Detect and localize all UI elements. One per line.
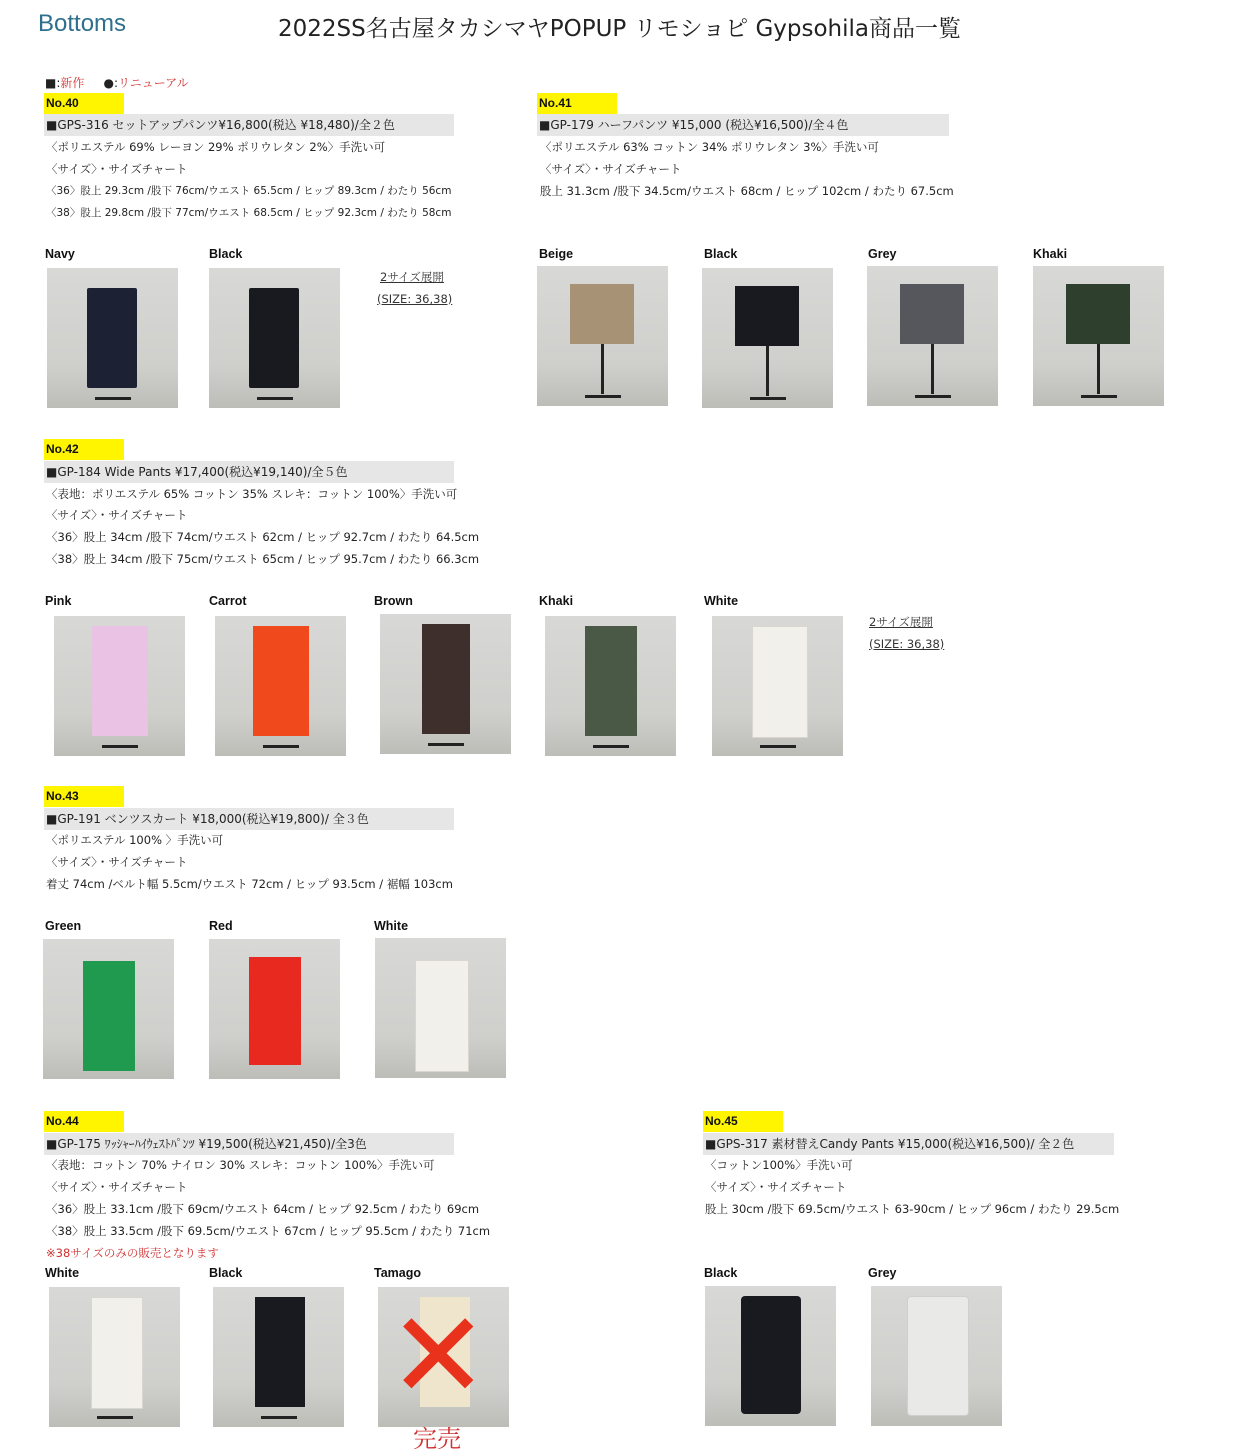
color-label: Black [209, 247, 243, 261]
renew-label: リニューアル [118, 76, 189, 90]
spec-line: 股上 31.3cm /股下 34.5cm/ウエスト 68cm / ヒップ 102cm / わたり 67.5cm [540, 184, 954, 198]
spec-line: 〈36〉股上 33.1cm /股下 69cm/ウエスト 64cm / ヒップ 92.5cm / わたり 69cm [46, 1202, 480, 1216]
stand-pole [601, 344, 604, 394]
color-label: Grey [868, 1266, 897, 1280]
spec-line: 〈コットン100%〉手洗い可 [705, 1158, 853, 1172]
product-photo[interactable] [712, 616, 843, 756]
spec-line: 〈サイズ〉・サイズチャート [46, 162, 188, 176]
color-label: Beige [539, 247, 574, 261]
pants-brown [422, 624, 470, 734]
spec-line: 〈38〉股上 29.8cm /股下 77cm/ウエスト 68.5cm / ヒップ 92.3cm / わたり 58cm [46, 207, 452, 219]
product-photo[interactable] [209, 268, 340, 408]
product-heading: ■GPS-317 素材替えCandy Pants ¥15,000(税込¥16,500)/ 全２色 [703, 1133, 1114, 1155]
product-photo[interactable] [215, 616, 346, 756]
pants-black [255, 1297, 305, 1407]
spec-line: 〈サイズ〉・サイズチャート [46, 855, 188, 869]
product-number: No.40 [44, 93, 124, 114]
product-photo[interactable] [545, 616, 676, 756]
stand-base [261, 1416, 297, 1419]
stand-base [915, 395, 951, 398]
size-note: (SIZE: 36,38) [377, 292, 453, 306]
product-heading: ■GP-179 ハーフパンツ ¥15,000 (税込¥16,500)/全４色 [537, 114, 949, 136]
pants-white [752, 626, 808, 738]
color-label: Black [209, 1266, 243, 1280]
product-heading: ■GP-184 Wide Pants ¥17,400(税込¥19,140)/全５色 [44, 461, 454, 483]
product-photo[interactable] [43, 939, 174, 1079]
jogger-black [741, 1296, 801, 1414]
spec-line: 〈36〉股上 34cm /股下 74cm/ウエスト 62cm / ヒップ 92.7cm / わたり 64.5cm [46, 530, 480, 544]
product-photo[interactable] [867, 266, 998, 406]
stand-base [1081, 395, 1117, 398]
color-label: Khaki [539, 594, 574, 608]
stand-base [263, 745, 299, 748]
product-photo[interactable] [209, 939, 340, 1079]
product-photo[interactable] [54, 616, 185, 756]
spec-line: 〈ポリエステル 100% 〉手洗い可 [46, 833, 224, 847]
stand-base [428, 743, 464, 746]
spec-line: 〈サイズ〉・サイズチャート [540, 162, 682, 176]
spec-line: 〈38〉股上 34cm /股下 75cm/ウエスト 65cm / ヒップ 95.7cm / わたり 66.3cm [46, 552, 480, 566]
shorts-black [735, 286, 799, 346]
shorts-beige [570, 284, 634, 344]
product-number: No.44 [44, 1111, 124, 1132]
color-label: Tamago [374, 1266, 421, 1280]
color-label: Red [209, 919, 233, 933]
stand-base [102, 745, 138, 748]
color-label: Navy [45, 247, 75, 261]
color-label: Grey [868, 247, 897, 261]
product-heading: ■GP-175 ﾜｯｼｬｰﾊｲｳｪｽﾄﾊﾟﾝﾂ ¥19,500(税込¥21,450)/全3色 [44, 1133, 454, 1155]
product-heading: ■GPS-316 セットアップパンツ¥16,800(税込 ¥18,480)/全２色 [44, 114, 454, 136]
product-photo[interactable] [705, 1286, 836, 1426]
stand-pole [1097, 344, 1100, 394]
pants-carrot [253, 626, 309, 736]
product-number: No.41 [537, 93, 617, 114]
category-title: Bottoms [38, 10, 127, 37]
product-photo[interactable] [702, 268, 833, 408]
color-label: White [45, 1266, 80, 1280]
color-label: Pink [45, 594, 72, 608]
stand-pole [766, 346, 769, 396]
color-label: Black [704, 1266, 738, 1280]
color-label: White [704, 594, 739, 608]
color-label: Carrot [209, 594, 247, 608]
new-mark: ■: [45, 76, 61, 90]
color-label: Brown [374, 594, 413, 608]
shorts-grey [900, 284, 964, 344]
page-title: 2022SS名古屋タカシマヤPOPUP リモショピ Gypsohila商品一覧 [278, 16, 961, 42]
legend [45, 74, 189, 91]
product-photo[interactable] [1033, 266, 1164, 406]
color-label: Green [45, 919, 82, 933]
skirt-green [83, 961, 135, 1071]
stand-base [585, 395, 621, 398]
product-heading: ■GP-191 ベンツスカート ¥18,000(税込¥19,800)/ 全３色 [44, 808, 454, 830]
spec-line: 股上 30cm /股下 69.5cm/ウエスト 63-90cm / ヒップ 96cm / わたり 29.5cm [705, 1202, 1120, 1216]
pants-navy [87, 288, 137, 388]
size-availability-note: ※38サイズのみの販売となります [46, 1246, 219, 1260]
product-number: No.43 [44, 786, 124, 807]
stand-base [95, 397, 131, 400]
stand-base [760, 745, 796, 748]
product-number: No.45 [703, 1111, 783, 1132]
spec-line: 〈ポリエステル 69% レーヨン 29% ポリウレタン 2%〉手洗い可 [46, 140, 386, 154]
color-label: Black [704, 247, 738, 261]
spec-line: 着丈 74cm /ベルト幅 5.5cm/ウエスト 72cm / ヒップ 93.5cm / 裾幅 103cm [46, 877, 453, 891]
spec-line: 〈ポリエステル 63% コットン 34% ポリウレタン 3%〉手洗い可 [540, 140, 879, 154]
color-label: Khaki [1033, 247, 1068, 261]
stand-base [257, 397, 293, 400]
size-note: 2サイズ展開 [869, 615, 933, 629]
spec-line: 〈表地：ポリエステル 65% コットン 35% スレキ：コットン 100%〉手洗い可 [46, 487, 458, 501]
size-note: 2サイズ展開 [380, 270, 444, 284]
stand-base [97, 1416, 133, 1419]
spec-line: 〈サイズ〉・サイズチャート [46, 1180, 188, 1194]
skirt-red [249, 957, 301, 1065]
spec-line: 〈表地：コットン 70% ナイロン 30% スレキ：コットン 100%〉手洗い可 [46, 1158, 435, 1172]
renew-mark: ●: [103, 76, 118, 90]
sold-out-label: 完売 [413, 1425, 461, 1453]
product-photo[interactable] [537, 266, 668, 406]
shorts-khaki [1066, 284, 1130, 344]
pants-black [249, 288, 299, 388]
product-photo[interactable] [380, 614, 511, 754]
spec-line: 〈36〉股上 29.3cm /股下 76cm/ウエスト 65.5cm / ヒップ 89.3cm / わたり 56cm [46, 185, 452, 197]
size-note: (SIZE: 36,38) [869, 637, 945, 651]
product-photo[interactable] [871, 1286, 1002, 1426]
stand-pole [931, 344, 934, 394]
product-photo[interactable] [213, 1287, 344, 1427]
jogger-grey [907, 1296, 969, 1416]
skirt-white [415, 960, 469, 1072]
sold-out-x-icon: ✕ [388, 1287, 489, 1426]
pants-pink [92, 626, 148, 736]
color-label: White [374, 919, 409, 933]
product-photo[interactable] [49, 1287, 180, 1427]
spec-line: 〈サイズ〉・サイズチャート [705, 1180, 847, 1194]
product-photo[interactable] [378, 1287, 509, 1427]
spec-line: 〈サイズ〉・サイズチャート [46, 508, 188, 522]
pants-white [91, 1297, 143, 1409]
stand-base [750, 397, 786, 400]
product-photo[interactable] [47, 268, 178, 408]
product-photo[interactable] [375, 938, 506, 1078]
product-number: No.42 [44, 439, 124, 460]
pants-khaki [585, 626, 637, 736]
spec-line: 〈38〉股上 33.5cm /股下 69.5cm/ウエスト 67cm / ヒップ 95.5cm / わたり 71cm [46, 1224, 491, 1238]
stand-base [593, 745, 629, 748]
new-label: 新作 [60, 76, 85, 90]
